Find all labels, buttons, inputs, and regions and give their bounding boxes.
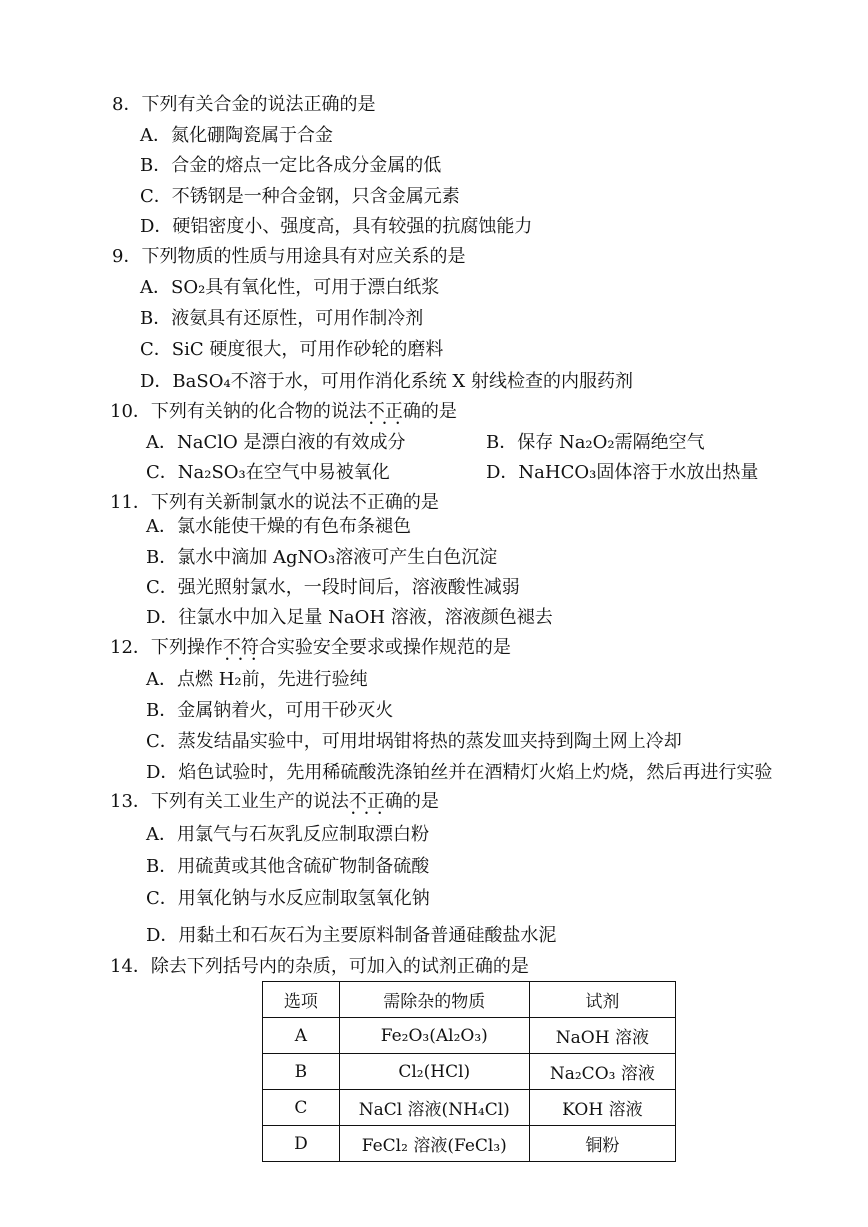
q10-option-b: B．保存 Na₂O₂需隔绝空气 <box>486 432 705 453</box>
q13-stem-after: 的是 <box>402 791 439 812</box>
q12-option-a: A．点燃 H₂前，先进行验纯 <box>146 669 368 690</box>
q8-option-b: B．合金的熔点一定比各成分金属的低 <box>140 155 442 176</box>
q13-option-b: B．用硫黄或其他含硫矿物制备硫酸 <box>146 856 430 877</box>
q12-stem-emphasis: 不符合 • • • <box>223 637 277 658</box>
table-cell: Na₂CO₃ 溶液 <box>529 1054 675 1090</box>
table-cell: Cl₂(HCl) <box>339 1054 529 1090</box>
table-cell: 铜粉 <box>529 1126 675 1162</box>
reagent-table <box>262 981 676 1162</box>
q12-stem-after: 实验安全要求或操作规范的是 <box>276 637 511 658</box>
q13-stem-before: 13．下列有关工业生产的说法 <box>110 791 349 812</box>
q10-stem-after: 的是 <box>420 401 457 422</box>
table-cell: FeCl₂ 溶液(FeCl₃) <box>339 1126 529 1162</box>
table-header-row <box>263 982 676 1018</box>
q13-option-a: A．用氯气与石灰乳反应制取漂白粉 <box>146 824 429 845</box>
q10-stem-emphasis: 不正确 • • • <box>367 401 421 422</box>
q13-option-c: C．用氧化钠与水反应制取氢氧化钠 <box>146 888 430 909</box>
table-cell: B <box>263 1054 340 1090</box>
table-cell: NaOH 溶液 <box>529 1018 675 1054</box>
q13-stem-emphasis: 不正确 • • • <box>349 791 403 812</box>
table-cell: Fe₂O₃(Al₂O₃) <box>339 1018 529 1054</box>
q11-option-c: C．强光照射氯水，一段时间后，溶液酸性减弱 <box>146 577 520 598</box>
q9-stem: 9．下列物质的性质与用途具有对应关系的是 <box>112 246 466 267</box>
q12-option-c: C．蒸发结晶实验中，可用坩埚钳将热的蒸发皿夹持到陶土网上冷却 <box>146 731 682 752</box>
q11-option-d: D．往氯水中加入足量 NaOH 溶液，溶液颜色褪去 <box>146 607 553 628</box>
table-row <box>263 1090 676 1126</box>
q13-option-d: D．用黏土和石灰石为主要原料制备普通硅酸盐水泥 <box>146 925 557 946</box>
q9-option-d: D．BaSO₄不溶于水，可用作消化系统 X 射线检查的内服药剂 <box>140 371 633 392</box>
table-header-cell: 试剂 <box>529 982 675 1018</box>
table-cell: NaCl 溶液(NH₄Cl) <box>339 1090 529 1126</box>
q10-option-a: A．NaClO 是漂白液的有效成分 <box>146 432 406 453</box>
q11-option-a: A．氯水能使干燥的有色布条褪色 <box>146 516 411 537</box>
q14-stem: 14．除去下列括号内的杂质，可加入的试剂正确的是 <box>110 956 529 977</box>
q10-stem-before: 10．下列有关钠的化合物的说法 <box>110 401 367 422</box>
q8-option-a: A．氮化硼陶瓷属于合金 <box>140 125 333 146</box>
table-cell: KOH 溶液 <box>529 1090 675 1126</box>
table-row <box>263 1018 676 1054</box>
q10-stem <box>110 397 457 423</box>
table-row <box>263 1126 676 1162</box>
q8-stem: 8．下列有关合金的说法正确的是 <box>112 94 376 115</box>
q10-option-c: C．Na₂SO₃在空气中易被氧化 <box>146 462 390 483</box>
q12-option-d: D．焰色试验时，先用稀硫酸洗涤铂丝并在酒精灯火焰上灼烧，然后再进行实验 <box>146 762 773 783</box>
q8-option-c: C．不锈钢是一种合金钢，只含金属元素 <box>140 186 460 207</box>
q9-option-c: C．SiC 硬度很大，可用作砂轮的磨料 <box>140 339 444 360</box>
q9-option-b: B．液氨具有还原性，可用作制冷剂 <box>140 308 424 329</box>
q12-option-b: B．金属钠着火，可用干砂灭火 <box>146 700 394 721</box>
q13-stem <box>110 787 439 813</box>
q11-stem: 11．下列有关新制氯水的说法不正确的是 <box>110 492 439 513</box>
q10-option-d: D．NaHCO₃固体溶于水放出热量 <box>486 462 759 483</box>
q12-stem-before: 12．下列操作 <box>110 637 223 658</box>
table-cell: C <box>263 1090 340 1126</box>
q9-option-a: A．SO₂具有氧化性，可用于漂白纸浆 <box>140 277 440 298</box>
q8-option-d: D．硬铝密度小、强度高，具有较强的抗腐蚀能力 <box>140 216 533 237</box>
table-cell: D <box>263 1126 340 1162</box>
q11-option-b: B．氯水中滴加 AgNO₃溶液可产生白色沉淀 <box>146 547 498 568</box>
table-header-cell: 需除杂的物质 <box>339 982 529 1018</box>
q12-stem <box>110 633 511 659</box>
table-row <box>263 1054 676 1090</box>
table-cell: A <box>263 1018 340 1054</box>
table-header-cell: 选项 <box>263 982 340 1018</box>
